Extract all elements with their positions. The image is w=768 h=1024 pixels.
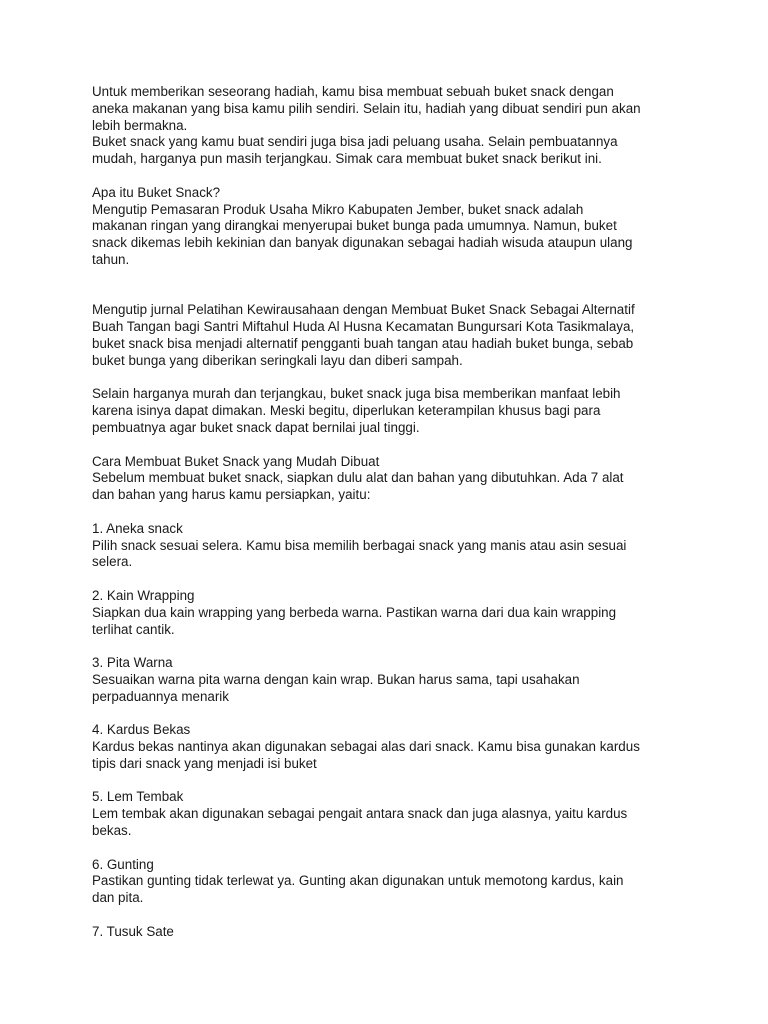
list-item-body: Pilih snack sesuai selera. Kamu bisa memilih berbagai snack yang manis atau asin sesuai selera. [92,537,627,570]
intro-paragraph-1: Untuk memberikan seseorang hadiah, kamu bisa membuat sebuah buket snack dengan aneka makanan yang bisa kamu pilih sendiri. Selain itu, hadiah yang dibuat sendiri pun akan lebih bermakna. [92,84,641,133]
intro-paragraph-2: Buket snack yang kamu buat sendiri juga bisa jadi peluang usaha. Selain pembuatannya mudah, harganya pun masih terjangkau. Simak cara membuat buket snack berikut ini. [92,134,618,167]
list-item-title: 3. Pita Warna [92,655,173,671]
definition-paragraph: Mengutip Pemasaran Produk Usaha Mikro Kabupaten Jember, buket snack adalah makanan ringan yang dirangkai menyerupai buket bunga pada umumnya. Namun, buket snack dikemas lebih kekinian dan banyak digunakan sebagai hadiah wisuda ataupun ulang tahun. [92,201,633,267]
list-item-title: 7. Tusuk Sate [92,923,174,939]
document-page [92,84,682,941]
list-item-title: 2. Kain Wrapping [92,587,195,603]
heading-what-is: Apa itu Buket Snack? [92,184,221,200]
list-item-title: 5. Lem Tembak [92,789,184,805]
heading-how-to: Cara Membuat Buket Snack yang Mudah Dibuat [92,453,380,469]
list-item-body: Siapkan dua kain wrapping yang berbeda warna. Pastikan warna dari dua kain wrapping terlihat cantik. [92,604,617,637]
list-item-body: Lem tembak akan digunakan sebagai pengait antara snack dan juga alasnya, yaitu kardus bekas. [92,806,628,839]
preparation-paragraph: Sebelum membuat buket snack, siapkan dulu alat dan bahan yang dibutuhkan. Ada 7 alat dan bahan yang harus kamu persiapkan, yaitu: [92,470,624,503]
journal-paragraph: Mengutip jurnal Pelatihan Kewirausahaan dengan Membuat Buket Snack Sebagai Alternatif Buah Tangan bagi Santri Miftahul Huda Al Husna Kecamatan Bungursari Kota Tasikmalaya, buket snack bisa menjadi alternatif pengganti buah tangan atau hadiah buket bunga, sebab buket bunga yang diberikan seringkali layu dan diberi sampah. [92,302,635,368]
list-item-body: Kardus bekas nantinya akan digunakan sebagai alas dari snack. Kamu bisa gunakan kardus tipis dari snack yang menjadi isi buket [92,739,640,771]
list-item-title: 6. Gunting [92,856,154,872]
benefit-paragraph: Selain harganya murah dan terjangkau, buket snack juga bisa memberikan manfaat lebih karena isinya dapat dimakan. Meski begitu, diperlukan keterampilan khusus bagi para pembuatnya agar buket snack dapat bernilai jual tinggi. [92,386,621,435]
list-item-title: 1. Aneka snack [92,520,183,536]
list-item-body: Pastikan gunting tidak terlewat ya. Gunting akan digunakan untuk memotong kardus, kain dan pita. [92,873,624,906]
list-item-title: 4. Kardus Bekas [92,722,191,738]
list-item-body: Sesuaikan warna pita warna dengan kain wrap. Bukan harus sama, tapi usahakan perpaduannya menarik [92,671,580,704]
